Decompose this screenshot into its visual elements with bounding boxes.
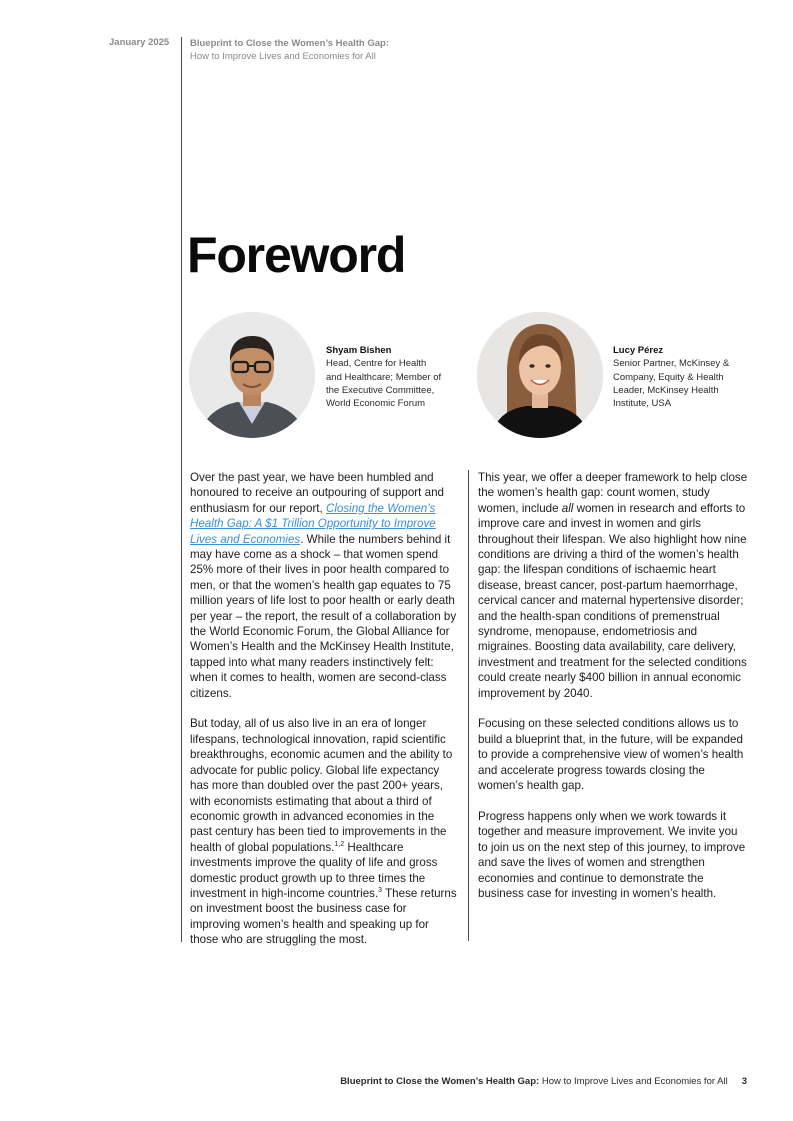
author-name: Lucy Pérez (613, 345, 664, 356)
header-title-block (190, 37, 389, 63)
page-footer (340, 1076, 747, 1087)
footnote-ref[interactable]: 1,2 (334, 840, 345, 848)
footnote-ref[interactable]: 3 (378, 887, 383, 895)
author-role-line: Senior Partner, McKinsey & (613, 358, 730, 370)
paragraph-text: Healthcare investments improve the quality of life and gross domestic product growth up to three times the investment in high-income countries. (190, 840, 438, 900)
body-paragraph: Progress happens only when we work towards it together and measure improvement. We invite you to join us on the next step of this journey, to improve and save the lives of women and strengthen economies and continue to demonstrate the business case for investing in women’s health. (478, 809, 746, 900)
paragraph-text: This year, we offer a deeper framework to help close the women’s health gap: count women, study women, include (478, 471, 748, 515)
paragraph-text: women in research and efforts to improve care and invest in women and girls throughout their lifespan. We also highlight how nine conditions are driving a third of the women’s health gap: the lifespan conditions of ischaemic heart disease, breast cancer, post-partum haemorrhage, cervical cancer and maternal hypertensive disorder; and the health-span conditions of premenstrual syndrome, menopause, endometriosis and migraines. Boosting data availability, care delivery, investment and treatment for the selected conditions could create nearly $400 billion in annual economic improvement by 2040. (478, 501, 747, 700)
header-title: Blueprint to Close the Women’s Health Gap: (190, 38, 389, 49)
paragraph-text: Over the past year, we have been humbled and honoured to receive an outpouring of support and enthusiasm for our report, (190, 471, 444, 515)
author-photo-bishen (189, 312, 315, 438)
body-paragraph (190, 716, 458, 947)
author-role-line: Institute, USA (613, 398, 672, 410)
body-paragraph (190, 470, 458, 701)
header-vertical-rule (181, 37, 182, 942)
author-name: Shyam Bishen (326, 345, 392, 356)
paragraph-text: But today, all of us also live in an era of longer lifespans, technological innovation, rapid scientific breakthroughs, economic acumen and the ability to advocate for public policy. Global life expectancy has more than doubled over the past 200+ years, with economists estimating that about a third of economic growth in advanced economies in the past century has been tied to improvements in the health of global populations. (190, 717, 453, 854)
paragraph-text: . While the numbers behind it may have come as a shock – that women spend 25% more of their lives in poor health compared to men, or that the women’s health gap equates to 75 million years of life lost to poor health or early death per year – the report, the result of a collaboration by the World Economic Forum, the Global Alliance for Women’s Health and the McKinsey Health Institute, tapped into what many readers instinctively felt: when it comes to health, women are second-class citizens. (190, 532, 457, 700)
author-role-line: Head, Centre for Health (326, 358, 427, 370)
column-divider (468, 470, 469, 941)
header-subtitle: How to Improve Lives and Economies for All (190, 51, 376, 62)
page-number: 3 (741, 1076, 747, 1087)
author-card-perez (613, 344, 743, 410)
author-photo-perez (477, 312, 603, 438)
footer-title-rest: How to Improve Lives and Economies for All (539, 1076, 728, 1087)
author-portrait-woman (477, 312, 603, 438)
report-link[interactable]: Closing the Women’s Health Gap: A $1 Trillion Opportunity to Improve Lives and Economies (190, 501, 436, 546)
footer-title-bold: Blueprint to Close the Women’s Health Gap: (340, 1076, 540, 1087)
body-paragraph (478, 470, 748, 701)
author-role-line: the Executive Committee, (326, 384, 435, 396)
author-role-line: Leader, McKinsey Health (613, 384, 719, 396)
author-role-line: and Healthcare; Member of (326, 371, 442, 383)
header-date: January 2025 (109, 37, 170, 48)
author-role-line: World Economic Forum (326, 398, 426, 410)
author-card-bishen (326, 344, 456, 410)
author-role-line: Company, Equity & Health (613, 371, 724, 383)
paragraph-text: These returns on investment boost the business case for improving women’s health and speaking up for those who are struggling the most. (190, 886, 457, 947)
body-paragraph: Focusing on these selected conditions allows us to build a blueprint that, in the future, will be expanded to provide a comprehensive view of women’s health and accelerate progress towards closing the women’s health gap. (478, 717, 744, 793)
page-title: Foreword (187, 227, 406, 283)
emphasis-text: all (561, 501, 574, 515)
body-column-left (190, 470, 458, 963)
body-column-right (478, 470, 748, 917)
author-portrait-man (189, 312, 315, 438)
